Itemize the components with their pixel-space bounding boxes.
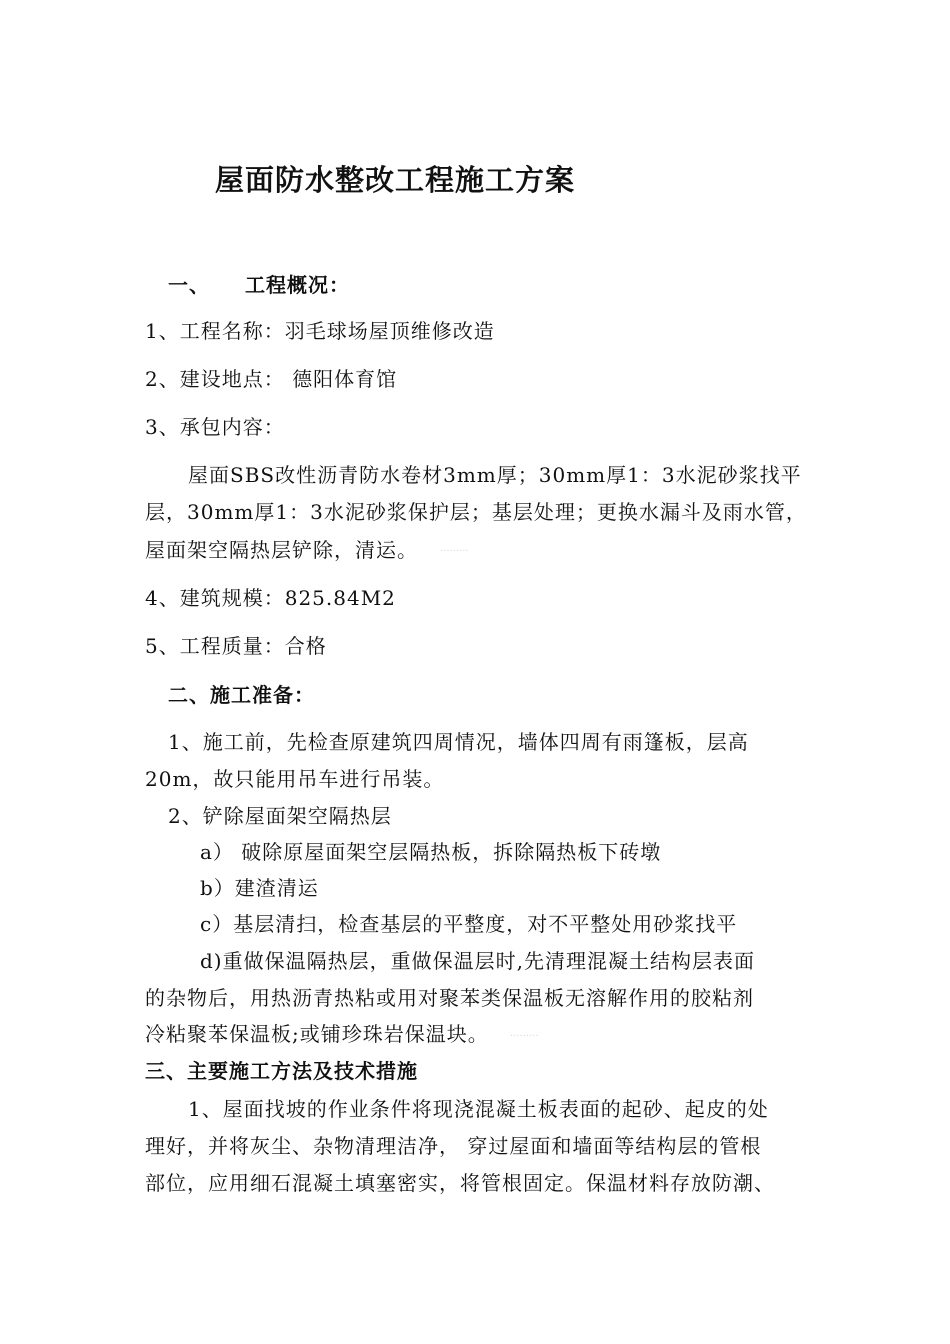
prep-sub-a: a） 破除原屋面架空层隔热板，拆除隔热板下砖墩 bbox=[200, 840, 662, 864]
document-title: 屋面防水整改工程施工方案 bbox=[215, 163, 576, 197]
section3-heading: 三、主要施工方法及技术措施 bbox=[145, 1059, 418, 1083]
contract-line-2: 层，30mm厚1：3水泥砂浆保护层；基层处理；更换水漏斗及雨水管， bbox=[145, 500, 807, 524]
contract-line-1: 屋面SBS改性沥青防水卷材3mm厚；30mm厚1：3水泥砂浆找平 bbox=[188, 463, 802, 487]
item-contract: 3、承包内容： bbox=[145, 415, 285, 439]
section1-number: 一、 bbox=[168, 273, 210, 297]
method-line-3: 部位，应用细石混凝土填塞密实，将管根固定。保温材料存放防潮、 bbox=[145, 1171, 775, 1195]
prep-item-2: 2、铲除屋面架空隔热层 bbox=[168, 804, 392, 828]
watermark-1: ········· bbox=[440, 546, 469, 557]
section1-heading: 工程概况： bbox=[245, 273, 350, 297]
prep-sub-b: b）建渣清运 bbox=[200, 876, 319, 900]
item-project-name: 1、工程名称：羽毛球场屋顶维修改造 bbox=[145, 319, 495, 343]
prep-line-2: 20m，故只能用吊车进行吊装。 bbox=[145, 767, 445, 791]
method-line-1: 1、屋面找坡的作业条件将现浇混凝土板表面的起砂、起皮的处 bbox=[188, 1097, 769, 1121]
prep-d-line-1: d)重做保温隔热层，重做保温层时,先清理混凝土结构层表面 bbox=[200, 949, 755, 973]
prep-line-1: 1、施工前，先检查原建筑四周情况，墙体四周有雨篷板，层高 bbox=[168, 730, 749, 754]
method-line-2: 理好，并将灰尘、杂物清理洁净， 穿过屋面和墙面等结构层的管根 bbox=[145, 1134, 762, 1158]
watermark-2: ········· bbox=[510, 1031, 539, 1042]
item-quality: 5、工程质量：合格 bbox=[145, 634, 327, 658]
item-scale: 4、建筑规模：825.84M2 bbox=[145, 586, 396, 610]
contract-line-3: 屋面架空隔热层铲除，清运。 bbox=[145, 538, 418, 562]
item-location: 2、建设地点： 德阳体育馆 bbox=[145, 367, 398, 391]
section2-heading: 二、施工准备： bbox=[168, 683, 315, 707]
prep-d-line-2: 的杂物后，用热沥青热粘或用对聚苯类保温板无溶解作用的胶粘剂 bbox=[145, 986, 754, 1010]
prep-sub-c: c）基层清扫，检查基层的平整度，对不平整处用砂浆找平 bbox=[200, 912, 738, 936]
prep-d-line-3: 冷粘聚苯保温板;或铺珍珠岩保温块。 bbox=[145, 1022, 489, 1046]
